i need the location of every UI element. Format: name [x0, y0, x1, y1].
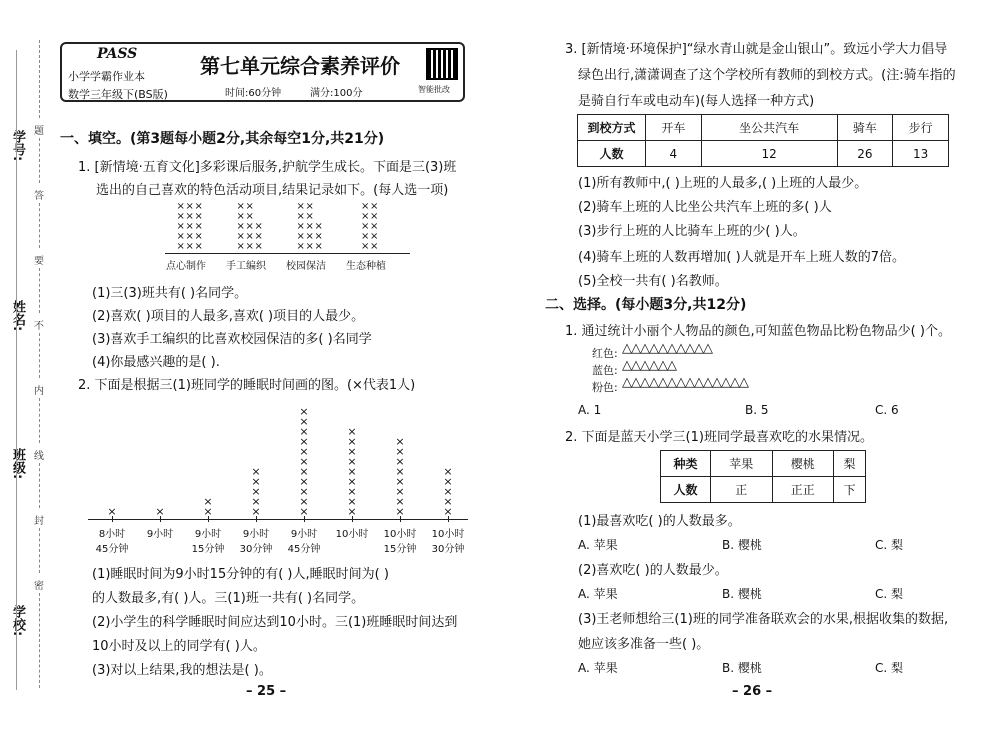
table-header-cell: 樱桃 — [772, 451, 834, 477]
axis-tick — [448, 516, 449, 522]
seal-char-ti: 题 — [34, 126, 44, 137]
x-mark: × — [245, 231, 254, 242]
activity-label: 点心制作 — [166, 261, 206, 272]
time-label: 时间:60分钟 — [225, 88, 282, 99]
tick-label-hour: 10小时 — [431, 529, 465, 540]
x-mark: × — [395, 445, 405, 458]
page-number-right: – 26 – — [732, 684, 773, 699]
x-mark: × — [299, 445, 309, 458]
x-mark: × — [361, 211, 370, 222]
table-cell: 26 — [837, 141, 893, 167]
seal-char-xian: 线 — [34, 451, 44, 462]
choice2-text: 2. 下面是蓝天小学三(1)班同学最喜欢吃的水果情况。 — [565, 430, 873, 445]
table-cell: 下 — [834, 477, 866, 503]
name-line — [16, 50, 17, 690]
x-mark: × — [251, 495, 261, 508]
section-1-heading: 一、填空。(第3题每小题2分,其余每空1分,共21分) — [60, 131, 385, 147]
x-mark: × — [395, 495, 405, 508]
q1-part4: (4)你最感兴趣的是( ). — [92, 355, 220, 370]
choice2-part2-option-c[interactable]: C. 梨 — [875, 587, 904, 601]
x-mark: × — [296, 231, 305, 242]
x-mark: × — [194, 231, 203, 242]
x-mark: × — [395, 475, 405, 488]
choice1-option-a[interactable]: A. 1 — [578, 403, 602, 417]
q2-part2-line2: 10小时及以上的同学有( )人。 — [92, 639, 266, 654]
x-mark: × — [299, 485, 309, 498]
tick-label-minute: 15分钟 — [383, 544, 417, 555]
x-mark: × — [395, 435, 405, 448]
x-mark: × — [296, 211, 305, 222]
x-mark: × — [251, 485, 261, 498]
x-mark: × — [299, 415, 309, 428]
q3-text-line1: 3. [新情境·环境保护]“绿水青山就是金山银山”。致远小学大力倡导 — [565, 42, 948, 57]
grade-label: 数学三年级下(BS版) — [68, 88, 168, 101]
x-mark: × — [236, 241, 245, 252]
table-cell: 正 — [711, 477, 773, 503]
tick-label-hour: 10小时 — [383, 529, 417, 540]
x-mark: × — [296, 221, 305, 232]
x-mark: × — [176, 231, 185, 242]
seal-line — [39, 593, 40, 688]
table-cell: 人数 — [661, 477, 711, 503]
tick-label-hour: 8小时 — [98, 529, 126, 540]
x-mark: × — [314, 241, 323, 252]
x-mark: × — [299, 465, 309, 478]
table-row — [578, 141, 949, 167]
student-name-label: 姓名: — [10, 300, 25, 332]
choice2-part3-line2: 她应该多准备一些( )。 — [578, 637, 710, 652]
choice2-part3-option-a[interactable]: A. 苹果 — [578, 661, 618, 675]
school-label: 学校: — [10, 605, 25, 637]
q1-baseline — [165, 253, 410, 254]
q1-part2: (2)喜欢( )项目的人最多,喜欢( )项目的人最少。 — [92, 309, 365, 324]
x-mark: × — [245, 211, 254, 222]
commute-table — [577, 114, 949, 167]
x-mark: × — [395, 455, 405, 468]
table-header-cell: 到校方式 — [578, 115, 646, 141]
pink-row-label: 粉色: — [592, 381, 618, 394]
section-2-heading: 二、选择。(每小题3分,共12分) — [545, 297, 747, 313]
x-mark: × — [305, 231, 314, 242]
x-mark: × — [245, 241, 254, 252]
activity-label: 校园保洁 — [286, 261, 326, 272]
x-mark: × — [347, 465, 357, 478]
q3-part5: (5)全校一共有( )名教师。 — [578, 274, 728, 289]
axis-tick — [112, 516, 113, 522]
tick-label-hour: 10小时 — [335, 529, 369, 540]
x-mark: × — [395, 505, 405, 518]
choice2-part1-option-b[interactable]: B. 樱桃 — [722, 538, 762, 552]
seal-char-yao: 要 — [34, 256, 44, 267]
tick-label-hour: 9小时 — [146, 529, 174, 540]
choice2-part2-option-b[interactable]: B. 樱桃 — [722, 587, 762, 601]
choice2-part3-line1: (3)王老师想给三(1)班的同学准备联欢会的水果,根据收集的数据, — [578, 612, 949, 627]
x-mark: × — [347, 455, 357, 468]
choice1-text: 1. 通过统计小丽个人物品的颜色,可知蓝色物品比粉色物品少( )个。 — [565, 324, 951, 339]
red-triangles: △△△△△△△△△△ — [622, 341, 712, 356]
tick-label-minute: 15分钟 — [191, 544, 225, 555]
x-mark: × — [203, 505, 213, 518]
x-mark: × — [347, 495, 357, 508]
q3-part3: (3)步行上班的人比骑车上班的少( )人。 — [578, 224, 806, 239]
seal-line — [39, 203, 40, 248]
axis-tick — [208, 516, 209, 522]
fruit-table — [660, 450, 866, 503]
q1-part3: (3)喜欢手工编织的比喜欢校园保洁的多( )名同学 — [92, 332, 372, 347]
x-mark: × — [443, 495, 453, 508]
class-label: 班级: — [10, 448, 25, 480]
x-mark: × — [305, 201, 314, 212]
x-mark: × — [176, 201, 185, 212]
axis-tick — [352, 516, 353, 522]
q1-part1: (1)三(3)班共有( )名同学。 — [92, 286, 248, 301]
x-mark: × — [361, 241, 370, 252]
choice2-part2: (2)喜欢吃( )的人数最少。 — [578, 563, 728, 578]
x-mark: × — [305, 211, 314, 222]
x-mark: × — [107, 505, 117, 518]
seal-line — [39, 138, 40, 183]
q3-part2: (2)骑车上班的人比坐公共汽车上班的多( )人 — [578, 200, 832, 215]
seal-char-nei: 内 — [34, 386, 44, 397]
x-mark: × — [203, 495, 213, 508]
seal-line — [39, 398, 40, 443]
q3-part1: (1)所有教师中,( )上班的人最多,( )上班的人最少。 — [578, 176, 868, 191]
q3-text-line3: 是骑自行车或电动车)(每人选择一种方式) — [578, 94, 815, 109]
axis-tick — [256, 516, 257, 522]
q3-text-line2: 绿色出行,潇潇调查了这个学校所有教师的到校方式。(注:骑车指的 — [578, 68, 956, 83]
table-cell: 4 — [646, 141, 702, 167]
x-mark: × — [245, 221, 254, 232]
table-header-cell: 种类 — [661, 451, 711, 477]
x-mark: × — [314, 221, 323, 232]
table-cell: 正正 — [772, 477, 834, 503]
table-header-cell: 梨 — [834, 451, 866, 477]
table-header-cell: 骑车 — [837, 115, 893, 141]
x-mark: × — [185, 231, 194, 242]
x-mark: × — [254, 241, 263, 252]
x-mark: × — [443, 465, 453, 478]
q2-part1-line2: 的人数最多,有( )人。三(1)班一共有( )名同学。 — [92, 591, 365, 606]
x-mark: × — [299, 455, 309, 468]
x-mark: × — [245, 201, 254, 212]
choice2-part3-option-b[interactable]: B. 樱桃 — [722, 661, 762, 675]
x-mark: × — [254, 221, 263, 232]
x-mark: × — [185, 221, 194, 232]
q2-part1-line1: (1)睡眠时间为9小时15分钟的有( )人,睡眠时间为( ) — [92, 567, 389, 582]
x-mark: × — [176, 221, 185, 232]
x-mark: × — [299, 495, 309, 508]
tick-label-minute: 30分钟 — [431, 544, 465, 555]
table-cell: 13 — [893, 141, 949, 167]
x-mark: × — [176, 241, 185, 252]
activity-label: 生态种植 — [346, 261, 386, 272]
x-mark: × — [347, 485, 357, 498]
x-mark: × — [347, 475, 357, 488]
tick-label-minute: 45分钟 — [95, 544, 129, 555]
score-label: 满分:100分 — [310, 88, 363, 99]
choice2-part1-option-c[interactable]: C. 梨 — [875, 538, 904, 552]
blue-triangles: △△△△△△ — [622, 358, 676, 373]
table-cell: 人数 — [578, 141, 646, 167]
choice1-option-c[interactable]: C. 6 — [875, 403, 899, 417]
blue-row-label: 蓝色: — [592, 364, 618, 377]
x-mark: × — [305, 241, 314, 252]
seal-line — [39, 268, 40, 313]
x-mark: × — [236, 201, 245, 212]
page-title: 第七单元综合素养评价 — [200, 54, 400, 78]
page-number-left: – 25 – — [246, 684, 287, 699]
x-mark: × — [395, 465, 405, 478]
x-mark: × — [155, 505, 165, 518]
q2-axis — [88, 519, 468, 520]
tick-label-minute: 45分钟 — [287, 544, 321, 555]
q2-part3: (3)对以上结果,我的想法是( )。 — [92, 663, 272, 678]
tick-label-hour: 9小时 — [290, 529, 318, 540]
choice1-option-b[interactable]: B. 5 — [745, 403, 769, 417]
table-header-cell: 苹果 — [711, 451, 773, 477]
x-mark: × — [299, 425, 309, 438]
x-mark: × — [361, 221, 370, 232]
choice2-part2-option-a[interactable]: A. 苹果 — [578, 587, 618, 601]
red-row-label: 红色: — [592, 347, 618, 360]
x-mark: × — [314, 231, 323, 242]
x-mark: × — [236, 221, 245, 232]
x-mark: × — [299, 435, 309, 448]
pink-triangles: △△△△△△△△△△△△△△ — [622, 375, 748, 390]
x-mark: × — [305, 221, 314, 232]
x-mark: × — [296, 241, 305, 252]
x-mark: × — [347, 445, 357, 458]
q1-text-line2: 选出的自己喜欢的特色活动项目,结果记录如下。(每人选一项) — [96, 183, 449, 198]
x-mark: × — [370, 211, 379, 222]
table-header-cell: 开车 — [646, 115, 702, 141]
x-mark: × — [194, 201, 203, 212]
choice2-part1-option-a[interactable]: A. 苹果 — [578, 538, 618, 552]
x-mark: × — [236, 231, 245, 242]
axis-tick — [304, 516, 305, 522]
x-mark: × — [347, 505, 357, 518]
x-mark: × — [251, 475, 261, 488]
choice2-part1: (1)最喜欢吃( )的人数最多。 — [578, 514, 741, 529]
x-mark: × — [299, 505, 309, 518]
x-mark: × — [299, 405, 309, 418]
x-mark: × — [251, 465, 261, 478]
qr-caption: 智能批改 — [418, 85, 450, 94]
q2-text: 2. 下面是根据三(1)班同学的睡眠时间画的图。(×代表1人) — [78, 378, 416, 393]
x-mark: × — [370, 241, 379, 252]
seal-char-feng: 封 — [34, 516, 44, 527]
seal-line — [39, 528, 40, 573]
q3-part4: (4)骑车上班的人数再增加( )人就是开车上班人数的7倍。 — [578, 250, 905, 265]
seal-char-da: 答 — [34, 191, 44, 202]
x-mark: × — [361, 231, 370, 242]
x-mark: × — [194, 221, 203, 232]
seal-line — [39, 463, 40, 508]
x-mark: × — [251, 505, 261, 518]
brand-logo: PASS — [97, 46, 138, 62]
x-mark: × — [185, 201, 194, 212]
qr-code-icon[interactable] — [426, 48, 458, 80]
x-mark: × — [185, 211, 194, 222]
table-cell: 12 — [701, 141, 837, 167]
seal-char-mi: 密 — [34, 581, 44, 592]
x-mark: × — [370, 221, 379, 232]
x-mark: × — [443, 475, 453, 488]
table-row — [661, 477, 866, 503]
x-mark: × — [370, 201, 379, 212]
seal-line — [39, 40, 40, 118]
q1-text-line1: 1. [新情境·五育文化]多彩课后服务,护航学生成长。下面是三(3)班 — [78, 160, 457, 175]
x-mark: × — [194, 211, 203, 222]
x-mark: × — [254, 231, 263, 242]
tick-label-minute: 30分钟 — [239, 544, 273, 555]
choice2-part3-option-c[interactable]: C. 梨 — [875, 661, 904, 675]
student-id-label: 学号: — [10, 130, 25, 162]
x-mark: × — [176, 211, 185, 222]
x-mark: × — [299, 475, 309, 488]
x-mark: × — [347, 435, 357, 448]
seal-line — [39, 333, 40, 378]
table-row — [578, 115, 949, 141]
x-mark: × — [361, 201, 370, 212]
x-mark: × — [347, 425, 357, 438]
x-mark: × — [194, 241, 203, 252]
x-mark: × — [370, 231, 379, 242]
x-mark: × — [443, 485, 453, 498]
x-mark: × — [296, 201, 305, 212]
activity-label: 手工编织 — [226, 261, 266, 272]
table-header-cell: 坐公共汽车 — [701, 115, 837, 141]
seal-char-bu: 不 — [34, 321, 44, 332]
q2-part2-line1: (2)小学生的科学睡眠时间应达到10小时。三(1)班睡眠时间达到 — [92, 615, 458, 630]
table-row — [661, 451, 866, 477]
axis-tick — [400, 516, 401, 522]
tick-label-hour: 9小时 — [242, 529, 270, 540]
x-mark: × — [185, 241, 194, 252]
tick-label-hour: 9小时 — [194, 529, 222, 540]
x-mark: × — [443, 505, 453, 518]
series-name: 小学学霸作业本 — [68, 70, 145, 83]
axis-tick — [160, 516, 161, 522]
table-header-cell: 步行 — [893, 115, 949, 141]
x-mark: × — [236, 211, 245, 222]
x-mark: × — [395, 485, 405, 498]
